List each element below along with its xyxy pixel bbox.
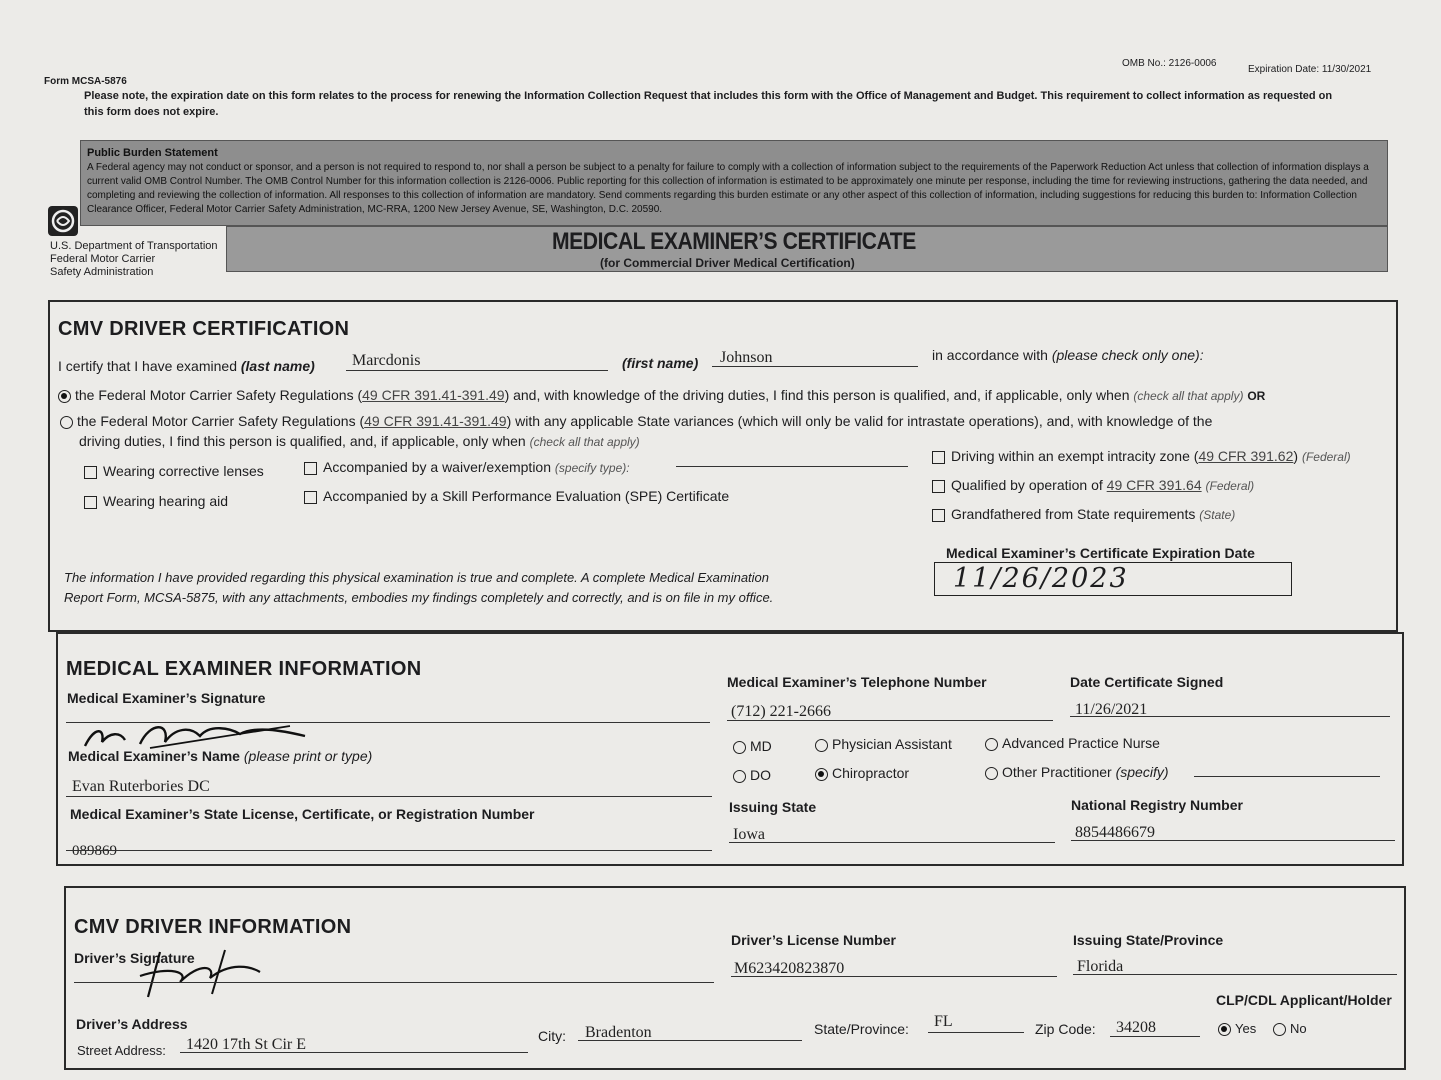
license-label: Medical Examiner’s State License, Certificate, or Registration Number (70, 806, 535, 822)
check-exempt-close: ) (1293, 448, 1299, 464)
expiration-note: Please note, the expiration date on this form relates to the process for renewing the Information Collection Request that includes this form with the Office of Management and Budget. This requirement to collect information as requested on this form does not expire. (84, 90, 1333, 118)
option-federal[interactable] (58, 387, 1265, 403)
accordance-text (932, 347, 1204, 363)
examiner-heading: MEDICAL EXAMINER INFORMATION (66, 658, 422, 680)
check-hearing-label: Wearing hearing aid (103, 493, 229, 509)
certify-prefix: I certify that I have examined (58, 358, 237, 374)
check-exempt-label: Driving within an exempt intracity zone ( (951, 448, 1199, 464)
role-chiropractor-label: Chiropractor (832, 765, 910, 781)
checkbox-hearing[interactable] (84, 496, 97, 509)
driver-signature-label: Driver’s Signature (74, 950, 195, 966)
clp-yes-radio[interactable] (1218, 1023, 1231, 1036)
expiration-date-field[interactable] (934, 562, 1292, 596)
examiner-name-value[interactable]: Evan Ruterbories DC (72, 778, 210, 795)
phone-line (727, 720, 1053, 721)
role-pa-radio[interactable] (815, 739, 828, 752)
expiration-date: Expiration Date: 11/30/2021 (1248, 64, 1372, 75)
clp-label: CLP/CDL Applicant/Holder (1216, 992, 1392, 1008)
option-federal-note: (check all that apply) (1133, 389, 1244, 403)
expiration-date-value: 11/26/2023 (953, 563, 1129, 594)
burden-title: Public Burden Statement (87, 147, 218, 159)
check-exempt-zone[interactable] (932, 448, 1351, 464)
form-id: Form MCSA-5876 (44, 76, 127, 87)
last-name-value[interactable]: Marcdonis (352, 352, 421, 369)
check-lenses-label: Wearing corrective lenses (103, 463, 264, 479)
option-state-link[interactable]: 49 CFR 391.41-391.49 (364, 413, 507, 429)
accordance-label: in accordance with (932, 347, 1048, 363)
city-value[interactable]: Bradenton (585, 1024, 652, 1041)
check-grandfathered-note: (State) (1199, 508, 1236, 522)
issuing-state-line (729, 842, 1055, 843)
examiner-name-label: Medical Examiner’s Name (68, 748, 240, 764)
check-qualified-label: Qualified by operation of (951, 477, 1103, 493)
license-line (66, 850, 712, 851)
last-name-label: (last name) (240, 358, 315, 374)
role-apn[interactable] (985, 735, 1160, 751)
check-grandfathered-label: Grandfathered from State requirements (951, 506, 1196, 522)
date-signed-label: Date Certificate Signed (1070, 674, 1224, 690)
date-signed-line (1070, 716, 1390, 717)
clp-no[interactable] (1273, 1021, 1307, 1036)
clp-no-label: No (1290, 1021, 1307, 1036)
role-pa-label: Physician Assistant (832, 736, 952, 752)
last-name-line (346, 370, 608, 371)
burden-statement-box (80, 140, 1388, 226)
driver-heading: CMV DRIVER INFORMATION (74, 916, 352, 938)
role-md-radio[interactable] (733, 741, 746, 754)
option-federal-text-b: ) and, with knowledge of the driving duties, I find this person is qualified, and, if applicable, only when (504, 387, 1130, 403)
agency-line-2: Federal Motor Carrier (50, 253, 156, 265)
burden-text: A Federal agency may not conduct or sponsor, and a person is not required to respond to, nor shall a person be subject to a penalty for failure to comply with a collection of information subject to the requirements of the Paperwork Reduction Act unless that collection of information displays a current valid OMB Control Number. The OMB Control Number for this information collection is 2126-0006. Public reporting for this collection of information is estimated to be approximately one minute per response, including the time for reviewing instructions, gathering the data needed, and completing and reviewing the collection of information. All responses to this collection of information are mandatory. Send comments regarding this burden estimate or any other aspect of this collection of information, including suggestions for reducing this burden to: Information Collection Clearance Officer, Federal Motor Carrier Safety Administration, MC-RRA, 1200 New Jersey Avenue, SE, Washington, D.C. 20590. (87, 162, 1369, 215)
zip-label: Zip Code: (1035, 1021, 1096, 1037)
street-line (180, 1052, 528, 1053)
check-waiver[interactable] (304, 459, 630, 475)
first-name-value[interactable]: Johnson (720, 349, 773, 366)
checkbox-lenses[interactable] (84, 466, 97, 479)
examiner-name-note: (please print or type) (243, 748, 373, 764)
role-do[interactable] (733, 767, 771, 783)
page-subtitle: (for Commercial Driver Medical Certification) (600, 256, 855, 270)
check-grandfathered[interactable] (932, 506, 1235, 522)
city-line (578, 1040, 802, 1041)
exempt-link[interactable]: 49 CFR 391.62 (1198, 448, 1294, 464)
accordance-note: (please check only one): (1051, 347, 1204, 363)
clp-yes[interactable] (1218, 1021, 1256, 1036)
option-state-text-a: the Federal Motor Carrier Safety Regulations ( (77, 413, 365, 429)
check-waiver-note: (specify type): (554, 461, 630, 475)
phone-value[interactable]: (712) 221-2666 (731, 703, 831, 720)
nrn-label: National Registry Number (1071, 797, 1243, 813)
check-spe[interactable] (304, 488, 729, 504)
examiner-signature-label: Medical Examiner’s Signature (67, 690, 266, 706)
nrn-value[interactable]: 8854486679 (1075, 824, 1155, 841)
agency-line-3: Safety Administration (50, 266, 154, 278)
driver-address-label: Driver’s Address (76, 1016, 188, 1032)
driver-signature-image (120, 942, 280, 1007)
city-label: City: (538, 1028, 566, 1044)
cmv-certification-heading: CMV DRIVER CERTIFICATION (58, 318, 350, 340)
street-value[interactable]: 1420 17th St Cir E (186, 1036, 307, 1053)
option-state-radio[interactable] (60, 416, 73, 429)
waiver-line (676, 466, 908, 467)
option-or: OR (1247, 389, 1266, 403)
issuing-province-line (1073, 974, 1397, 975)
date-signed-value[interactable]: 11/26/2021 (1075, 701, 1148, 718)
checkbox-spe[interactable] (304, 491, 317, 504)
option-federal-link[interactable]: 49 CFR 391.41-391.49 (362, 387, 505, 403)
dot-logo-icon (48, 206, 78, 236)
nrn-line (1071, 840, 1395, 841)
qualified-link[interactable]: 49 CFR 391.64 (1106, 477, 1202, 493)
state-label: State/Province: (814, 1021, 909, 1037)
omb-number: OMB No.: 2126-0006 (1122, 58, 1217, 69)
attestation-line-1: The information I have provided regarding this physical examination is true and complete. A complete Medical Examination (64, 570, 770, 585)
role-do-label: DO (750, 767, 771, 783)
checkbox-qualified[interactable] (932, 480, 945, 493)
check-hearing-aid[interactable] (84, 493, 228, 509)
option-state-text-b: ) with any applicable State variances (which will only be valid for intrastate operations), and, with knowledge of the (506, 413, 1213, 429)
role-other-line (1194, 776, 1380, 777)
option-federal-text-a: the Federal Motor Carrier Safety Regulations ( (75, 387, 363, 403)
street-label: Street Address: (77, 1043, 166, 1058)
certify-line (58, 358, 315, 374)
zip-line (1110, 1036, 1200, 1037)
agency-name (50, 240, 218, 279)
role-chiropractor-radio[interactable] (815, 768, 828, 781)
role-pa[interactable] (815, 736, 952, 752)
page-title: MEDICAL EXAMINER’S CERTIFICATE (552, 228, 916, 255)
role-md-label: MD (750, 738, 772, 754)
driver-signature-line (74, 982, 714, 983)
expiration-date-label: Medical Examiner’s Certificate Expiration Date (946, 545, 1255, 561)
check-waiver-label: Accompanied by a waiver/exemption (323, 459, 552, 475)
role-other-radio[interactable] (985, 767, 998, 780)
issuing-state-value[interactable]: Iowa (733, 826, 765, 843)
option-federal-radio[interactable] (58, 390, 71, 403)
state-value[interactable]: FL (934, 1013, 953, 1030)
checkbox-exempt[interactable] (932, 451, 945, 464)
issuing-province-value[interactable]: Florida (1077, 958, 1124, 975)
license-number-value[interactable]: M623420823870 (734, 960, 845, 977)
role-other-label: Other Practitioner (1002, 764, 1112, 780)
option-state-text-c: driving duties, I find this person is qualified, and, if applicable, only when (79, 433, 526, 449)
phone-label: Medical Examiner’s Telephone Number (727, 674, 987, 690)
role-other[interactable] (985, 764, 1169, 780)
role-chiropractor[interactable] (815, 765, 909, 781)
examiner-name-label-row (68, 748, 372, 764)
checkbox-waiver[interactable] (304, 462, 317, 475)
license-value[interactable]: 089869 (72, 843, 117, 859)
checkbox-grandfathered[interactable] (932, 509, 945, 522)
clp-yes-label: Yes (1235, 1021, 1257, 1036)
check-exempt-note: (Federal) (1301, 450, 1351, 464)
license-number-label: Driver’s License Number (731, 932, 896, 948)
role-apn-radio[interactable] (985, 738, 998, 751)
attestation-statement (64, 568, 773, 608)
role-apn-label: Advanced Practice Nurse (1002, 735, 1160, 751)
check-corrective-lenses[interactable] (84, 463, 264, 479)
license-number-line (731, 976, 1057, 977)
agency-line-1: U.S. Department of Transportation (50, 240, 218, 252)
role-other-note: (specify) (1115, 764, 1169, 780)
issuing-province-label: Issuing State/Province (1073, 932, 1224, 948)
option-state-note: (check all that apply) (529, 435, 640, 449)
attestation-line-2: Report Form, MCSA-5875, with any attachments, embodies my findings completely and correctly, and is on file in my office. (64, 590, 774, 605)
first-name-line (712, 366, 918, 367)
state-line (928, 1032, 1024, 1033)
examiner-name-line (66, 796, 712, 797)
role-do-radio[interactable] (733, 770, 746, 783)
option-state[interactable] (60, 413, 1212, 429)
check-spe-label: Accompanied by a Skill Performance Evaluation (SPE) Certificate (323, 488, 730, 504)
issuing-state-label: Issuing State (729, 799, 817, 815)
check-qualified[interactable] (932, 477, 1254, 493)
role-md[interactable] (733, 738, 772, 754)
clp-no-radio[interactable] (1273, 1023, 1286, 1036)
check-qualified-note: (Federal) (1205, 479, 1255, 493)
first-name-label: (first name) (622, 355, 699, 371)
zip-value[interactable]: 34208 (1116, 1019, 1156, 1036)
option-state-line2 (79, 433, 640, 449)
